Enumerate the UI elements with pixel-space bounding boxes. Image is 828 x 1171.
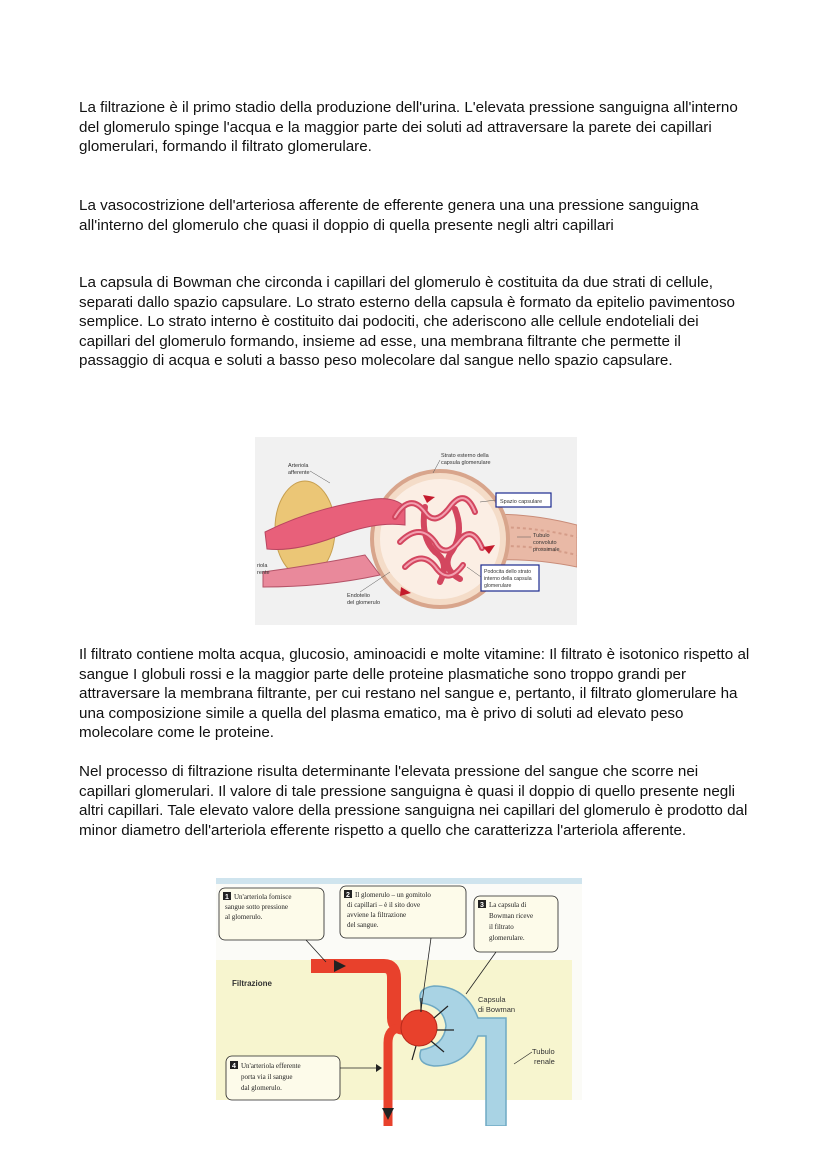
filtrazione-diagram — [216, 878, 582, 1126]
svg-text:riola: riola — [257, 563, 268, 569]
fig1-label-arteriola-afferente — [288, 463, 330, 483]
svg-text:Spazio capsulare: Spazio capsulare — [500, 499, 543, 505]
fig1-label-arteriola-efferente — [257, 563, 270, 576]
svg-text:Il glomerulo – un gomitolo: Il glomerulo – un gomitolo — [355, 891, 431, 899]
step1-callout — [219, 888, 326, 962]
paragraph-capsula-bowman: La capsula di Bowman che circonda i capillari del glomerulo è costituita da due strati di cellule, separati dallo spazio capsulare. Lo strato esterno della capsula è formato da epitelio pavimentoso semplice. Lo strato interno è costituito dai podociti, che aderiscono alle cellule endoteliali dei capillari del glomerulo formando, insieme ad esse, una membrana filtrante che permette il passaggio di acqua e soluti a basso peso molecolare dal sangue nello spazio capsulare. — [79, 274, 735, 370]
paragraph-filtrato-composizione: Il filtrato contiene molta acqua, glucosio, aminoacidi e molte vitamine: Il filtrato è isotonico rispetto al sangue I globuli rossi e la maggior parte delle proteine plasmatiche sono troppo grandi per attraversare la membrana filtrante, per cui restano nel sangue e, pertanto, il filtrato glomerulare ha una composizione simile a quella del plasma ematico, ma è privo di soluti ad elevato peso molecolare come le proteine. — [79, 646, 750, 742]
svg-text:2: 2 — [346, 892, 350, 899]
svg-text:rente: rente — [257, 570, 270, 576]
svg-text:La capsula di: La capsula di — [489, 901, 527, 909]
svg-text:di capillari – è il sito dove: di capillari – è il sito dove — [347, 901, 421, 909]
svg-text:1: 1 — [225, 894, 229, 901]
svg-text:Tubulo: Tubulo — [532, 1047, 555, 1056]
svg-text:Bowman riceve: Bowman riceve — [489, 912, 534, 920]
svg-text:prossimale: prossimale — [533, 547, 560, 553]
svg-text:Tubulo: Tubulo — [533, 533, 550, 539]
svg-text:capsula glomerulare: capsula glomerulare — [441, 460, 491, 466]
paragraph-filtrazione-intro: La filtrazione è il primo stadio della produzione dell'urina. L'elevata pressione sanguigna all'interno del glomerulo spinge l'acqua e la maggior parte dei soluti ad attraversare la parete dei capillari glomerulari, formando il filtrato glomerulare. — [79, 99, 738, 156]
svg-text:afferente: afferente — [288, 470, 310, 476]
svg-text:Arteriola: Arteriola — [288, 463, 309, 469]
svg-text:avviene la filtrazione: avviene la filtrazione — [347, 911, 407, 919]
svg-text:Capsula: Capsula — [478, 995, 506, 1004]
paragraph-pressione-filtrazione: Nel processo di filtrazione risulta determinante l'elevata pressione del sangue che scorre nei capillari glomerulari. Il valore di tale pressione sanguigna è quasi il doppio di quello presente negli altri capillari. Tale elevato valore della pressione sanguigna nei capillari del glomerulo è prodotto dal minor diametro dell'arteriola efferente rispetto a quello che caratterizza l'arteriola afferente. — [79, 763, 748, 839]
svg-text:al glomerulo.: al glomerulo. — [225, 913, 263, 921]
paragraph-vasocostrizione: La vasocostrizione dell'arteriosa afferente de efferente genera una una pressione sanguigna all'interno del glomerulo che quasi il doppio di quella presente negli altri capillari — [79, 197, 699, 234]
svg-text:4: 4 — [232, 1063, 236, 1070]
svg-text:glomerulare: glomerulare — [484, 583, 512, 589]
glomerulo-drawing — [255, 437, 577, 625]
filtrazione-label: Filtrazione — [232, 979, 273, 988]
svg-text:Un'arteriola efferente: Un'arteriola efferente — [241, 1062, 301, 1070]
svg-text:3: 3 — [480, 902, 484, 909]
svg-text:sangue sotto pressione: sangue sotto pressione — [225, 903, 288, 911]
svg-text:dal glomerulo.: dal glomerulo. — [241, 1084, 282, 1092]
svg-text:Un'arteriola fornisce: Un'arteriola fornisce — [234, 893, 292, 901]
svg-text:di Bowman: di Bowman — [478, 1005, 516, 1014]
svg-text:glomerulare.: glomerulare. — [489, 934, 525, 942]
svg-text:Podocita dello strato: Podocita dello strato — [484, 569, 532, 575]
svg-text:del glomerulo: del glomerulo — [347, 600, 381, 606]
svg-text:convoluto: convoluto — [533, 540, 557, 546]
svg-text:Endotelio: Endotelio — [347, 593, 370, 599]
svg-text:interno della capsula: interno della capsula — [484, 576, 532, 582]
svg-text:il filtrato: il filtrato — [489, 923, 514, 931]
svg-text:renale: renale — [534, 1057, 555, 1066]
svg-text:del sangue.: del sangue. — [347, 921, 379, 929]
svg-text:porta via il sangue: porta via il sangue — [241, 1073, 293, 1081]
figure-glomerulo-illustration — [255, 437, 577, 625]
svg-text:Strato esterno della: Strato esterno della — [441, 453, 489, 459]
figure-filtrazione-schema — [216, 878, 582, 1126]
